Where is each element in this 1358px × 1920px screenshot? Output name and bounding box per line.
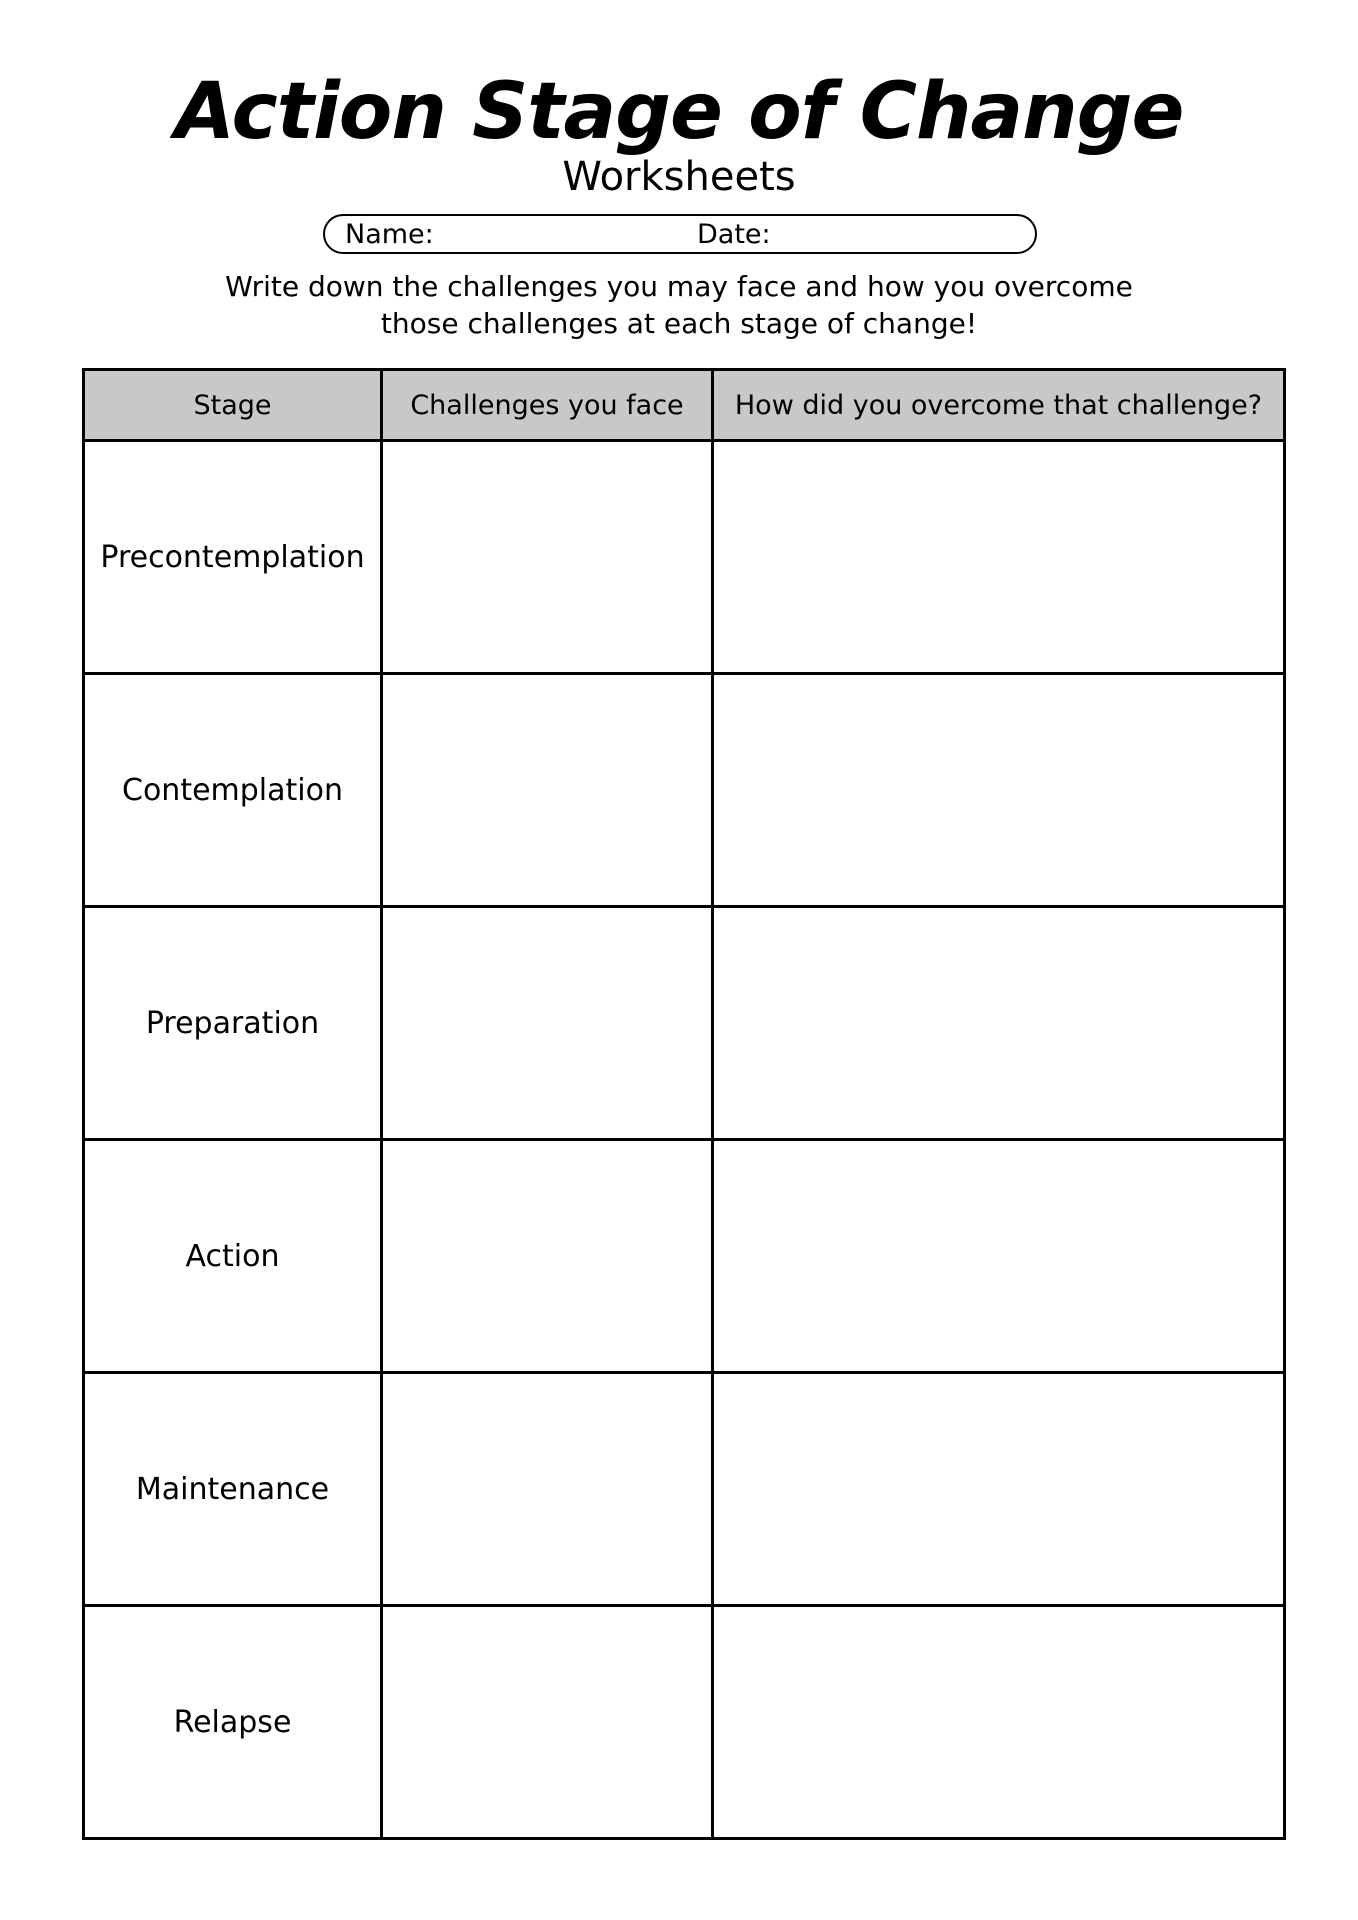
overcome-cell[interactable] (713, 1373, 1285, 1606)
name-date-bar (323, 214, 1037, 254)
name-label: Name: (345, 219, 434, 250)
column-header-stage: Stage (84, 370, 382, 441)
stage-cell: Contemplation (84, 674, 382, 907)
table-row (84, 1606, 1285, 1839)
instructions-line-1: Write down the challenges you may face and how you overcome (225, 270, 1133, 303)
stage-cell: Precontemplation (84, 441, 382, 674)
instructions-line-2: those challenges at each stage of change! (380, 307, 978, 340)
table-row (84, 674, 1285, 907)
date-label: Date: (697, 219, 771, 250)
column-header-challenges: Challenges you face (382, 370, 713, 441)
overcome-cell[interactable] (713, 441, 1285, 674)
challenges-cell[interactable] (382, 1606, 713, 1839)
stage-cell: Relapse (84, 1606, 382, 1839)
table-row (84, 907, 1285, 1140)
instructions (0, 268, 1358, 342)
page-title: Action Stage of Change (174, 67, 1184, 157)
overcome-cell[interactable] (713, 1140, 1285, 1373)
page-subtitle: Worksheets (562, 154, 796, 200)
table-row (84, 1373, 1285, 1606)
challenges-cell[interactable] (382, 1140, 713, 1373)
stage-cell: Preparation (84, 907, 382, 1140)
stage-cell: Maintenance (84, 1373, 382, 1606)
overcome-cell[interactable] (713, 907, 1285, 1140)
challenges-cell[interactable] (382, 441, 713, 674)
table-row (84, 441, 1285, 674)
table-header-row (84, 370, 1285, 441)
column-header-overcome: How did you overcome that challenge? (713, 370, 1285, 441)
challenges-cell[interactable] (382, 907, 713, 1140)
table-row (84, 1140, 1285, 1373)
overcome-cell[interactable] (713, 674, 1285, 907)
challenges-cell[interactable] (382, 674, 713, 907)
overcome-cell[interactable] (713, 1606, 1285, 1839)
stage-worksheet-table (82, 368, 1286, 1840)
stage-cell: Action (84, 1140, 382, 1373)
challenges-cell[interactable] (382, 1373, 713, 1606)
